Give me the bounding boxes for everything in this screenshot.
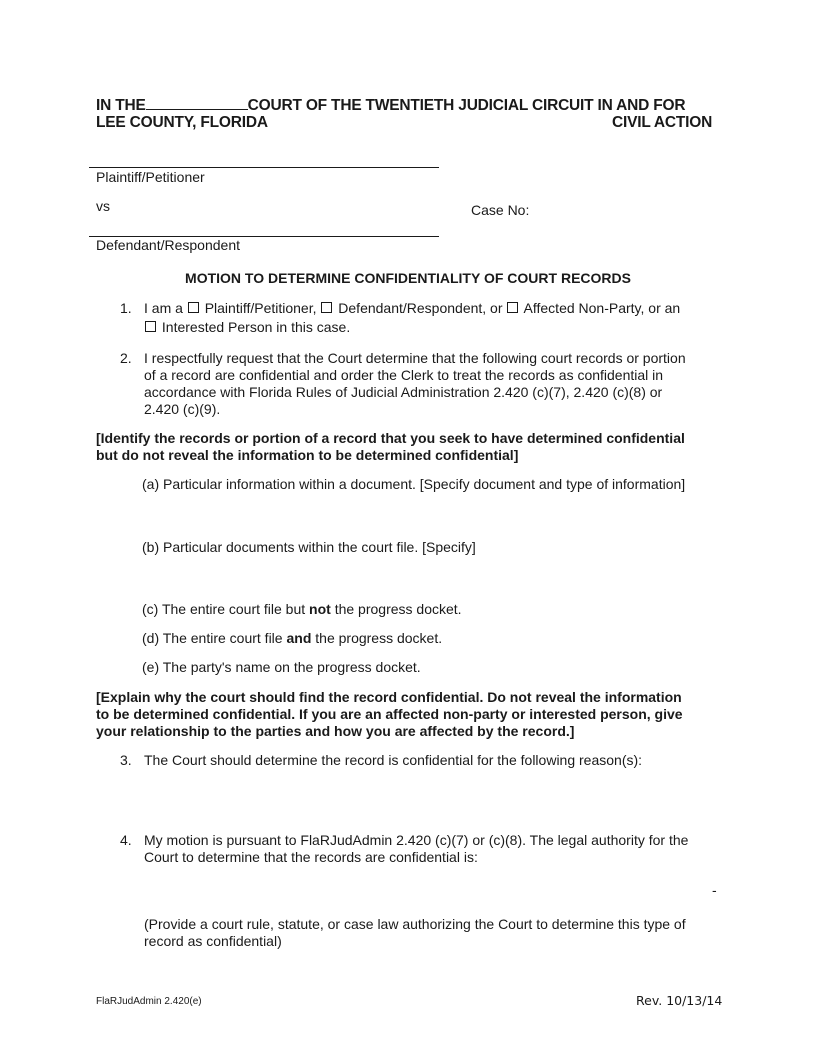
- plaintiff-checkbox[interactable]: [188, 302, 199, 313]
- option-d-text-end: the progress docket.: [311, 630, 443, 646]
- vs-label: vs: [96, 198, 110, 214]
- identify-records-instruction: [96, 430, 685, 464]
- civil-action-label: CIVIL ACTION: [612, 114, 713, 131]
- motion-title: MOTION TO DETERMINE CONFIDENTIALITY OF COURT RECORDS: [185, 270, 631, 286]
- option-c: [142, 601, 462, 617]
- instruction-line: to be determined confidential. If you are an affected non-party or interested person, give: [96, 706, 683, 722]
- option-c-emphasis: not: [309, 601, 331, 617]
- item-3-number: 3.: [120, 752, 132, 768]
- instruction-line: but do not reveal the information to be determined confidential]: [96, 447, 519, 463]
- note-line: record as confidential): [144, 933, 282, 949]
- court-name-blank[interactable]: [146, 95, 248, 110]
- interested-person-option-label: Interested Person in this case.: [161, 319, 351, 335]
- footer-revision-date: Rev. 10/13/14: [636, 993, 723, 1008]
- explain-confidentiality-instruction: [96, 689, 683, 740]
- option-d: [142, 630, 442, 646]
- item-1-number: 1.: [120, 300, 132, 316]
- item-2: [120, 350, 720, 420]
- legal-authority-note: [144, 916, 686, 950]
- item-4-line: My motion is pursuant to FlaRJudAdmin 2.420 (c)(7) or (c)(8). The legal authority for the: [144, 832, 689, 848]
- item-1-lead: I am a: [144, 300, 183, 316]
- item-2-line: accordance with Florida Rules of Judicial Administration 2.420 (c)(7), 2.420 (c)(8) or: [144, 384, 663, 400]
- item-2-line: of a record are confidential and order the Clerk to treat the records as confidential in: [144, 367, 664, 383]
- item-4: [120, 832, 720, 872]
- item-1-line-1: [144, 300, 680, 317]
- plaintiff-label: Plaintiff/Petitioner: [96, 169, 205, 185]
- court-header-line: [96, 95, 685, 115]
- legal-authority-dash: -: [712, 882, 717, 898]
- plaintiff-name-line[interactable]: [89, 167, 439, 168]
- plaintiff-option-label: Plaintiff/Petitioner,: [204, 300, 317, 316]
- option-b: (b) Particular documents within the court file. [Specify]: [142, 539, 476, 555]
- item-3: [120, 752, 720, 772]
- county-label: LEE COUNTY, FLORIDA: [96, 114, 268, 131]
- defendant-option-label: Defendant/Respondent, or: [338, 300, 503, 316]
- instruction-line: [Explain why the court should find the record confidential. Do not reveal the information: [96, 689, 682, 705]
- item-2-line: 2.420 (c)(9).: [144, 401, 221, 417]
- item-1-line-2: [144, 319, 350, 336]
- instruction-line: [Identify the records or portion of a record that you seek to have determined confidential: [96, 430, 685, 446]
- affected-non-party-option-label: Affected Non-Party, or an: [523, 300, 681, 316]
- case-no-label: Case No:: [471, 202, 530, 218]
- item-2-number: 2.: [120, 350, 132, 366]
- interested-person-checkbox[interactable]: [145, 321, 156, 332]
- option-c-text-end: the progress docket.: [330, 601, 462, 617]
- option-c-text: (c) The entire court file but: [142, 601, 310, 617]
- defendant-label: Defendant/Respondent: [96, 237, 240, 253]
- affected-non-party-checkbox[interactable]: [507, 302, 518, 313]
- item-4-text: [144, 832, 688, 866]
- note-line: (Provide a court rule, statute, or case law authorizing the Court to determine this type of: [144, 916, 686, 932]
- court-line-text: COURT OF THE TWENTIETH JUDICIAL CIRCUIT IN AND FOR: [247, 97, 686, 114]
- defendant-checkbox[interactable]: [321, 302, 332, 313]
- instruction-line: your relationship to the parties and how you are affected by the record.]: [96, 723, 575, 739]
- item-2-text: [144, 350, 686, 418]
- item-3-text: The Court should determine the record is confidential for the following reason(s):: [144, 752, 643, 768]
- footer-rule-reference: FlaRJudAdmin 2.420(e): [96, 996, 202, 1007]
- item-1: [120, 300, 720, 340]
- item-4-line: Court to determine that the records are confidential is:: [144, 849, 478, 865]
- option-d-text: (d) The entire court file: [142, 630, 287, 646]
- in-the-label: IN THE: [96, 97, 146, 114]
- item-2-line: I respectfully request that the Court determine that the following court records or portion: [144, 350, 686, 366]
- option-d-emphasis: and: [286, 630, 312, 646]
- item-4-number: 4.: [120, 832, 132, 848]
- option-e: (e) The party's name on the progress docket.: [142, 659, 421, 675]
- option-a: (a) Particular information within a document. [Specify document and type of information]: [142, 476, 686, 492]
